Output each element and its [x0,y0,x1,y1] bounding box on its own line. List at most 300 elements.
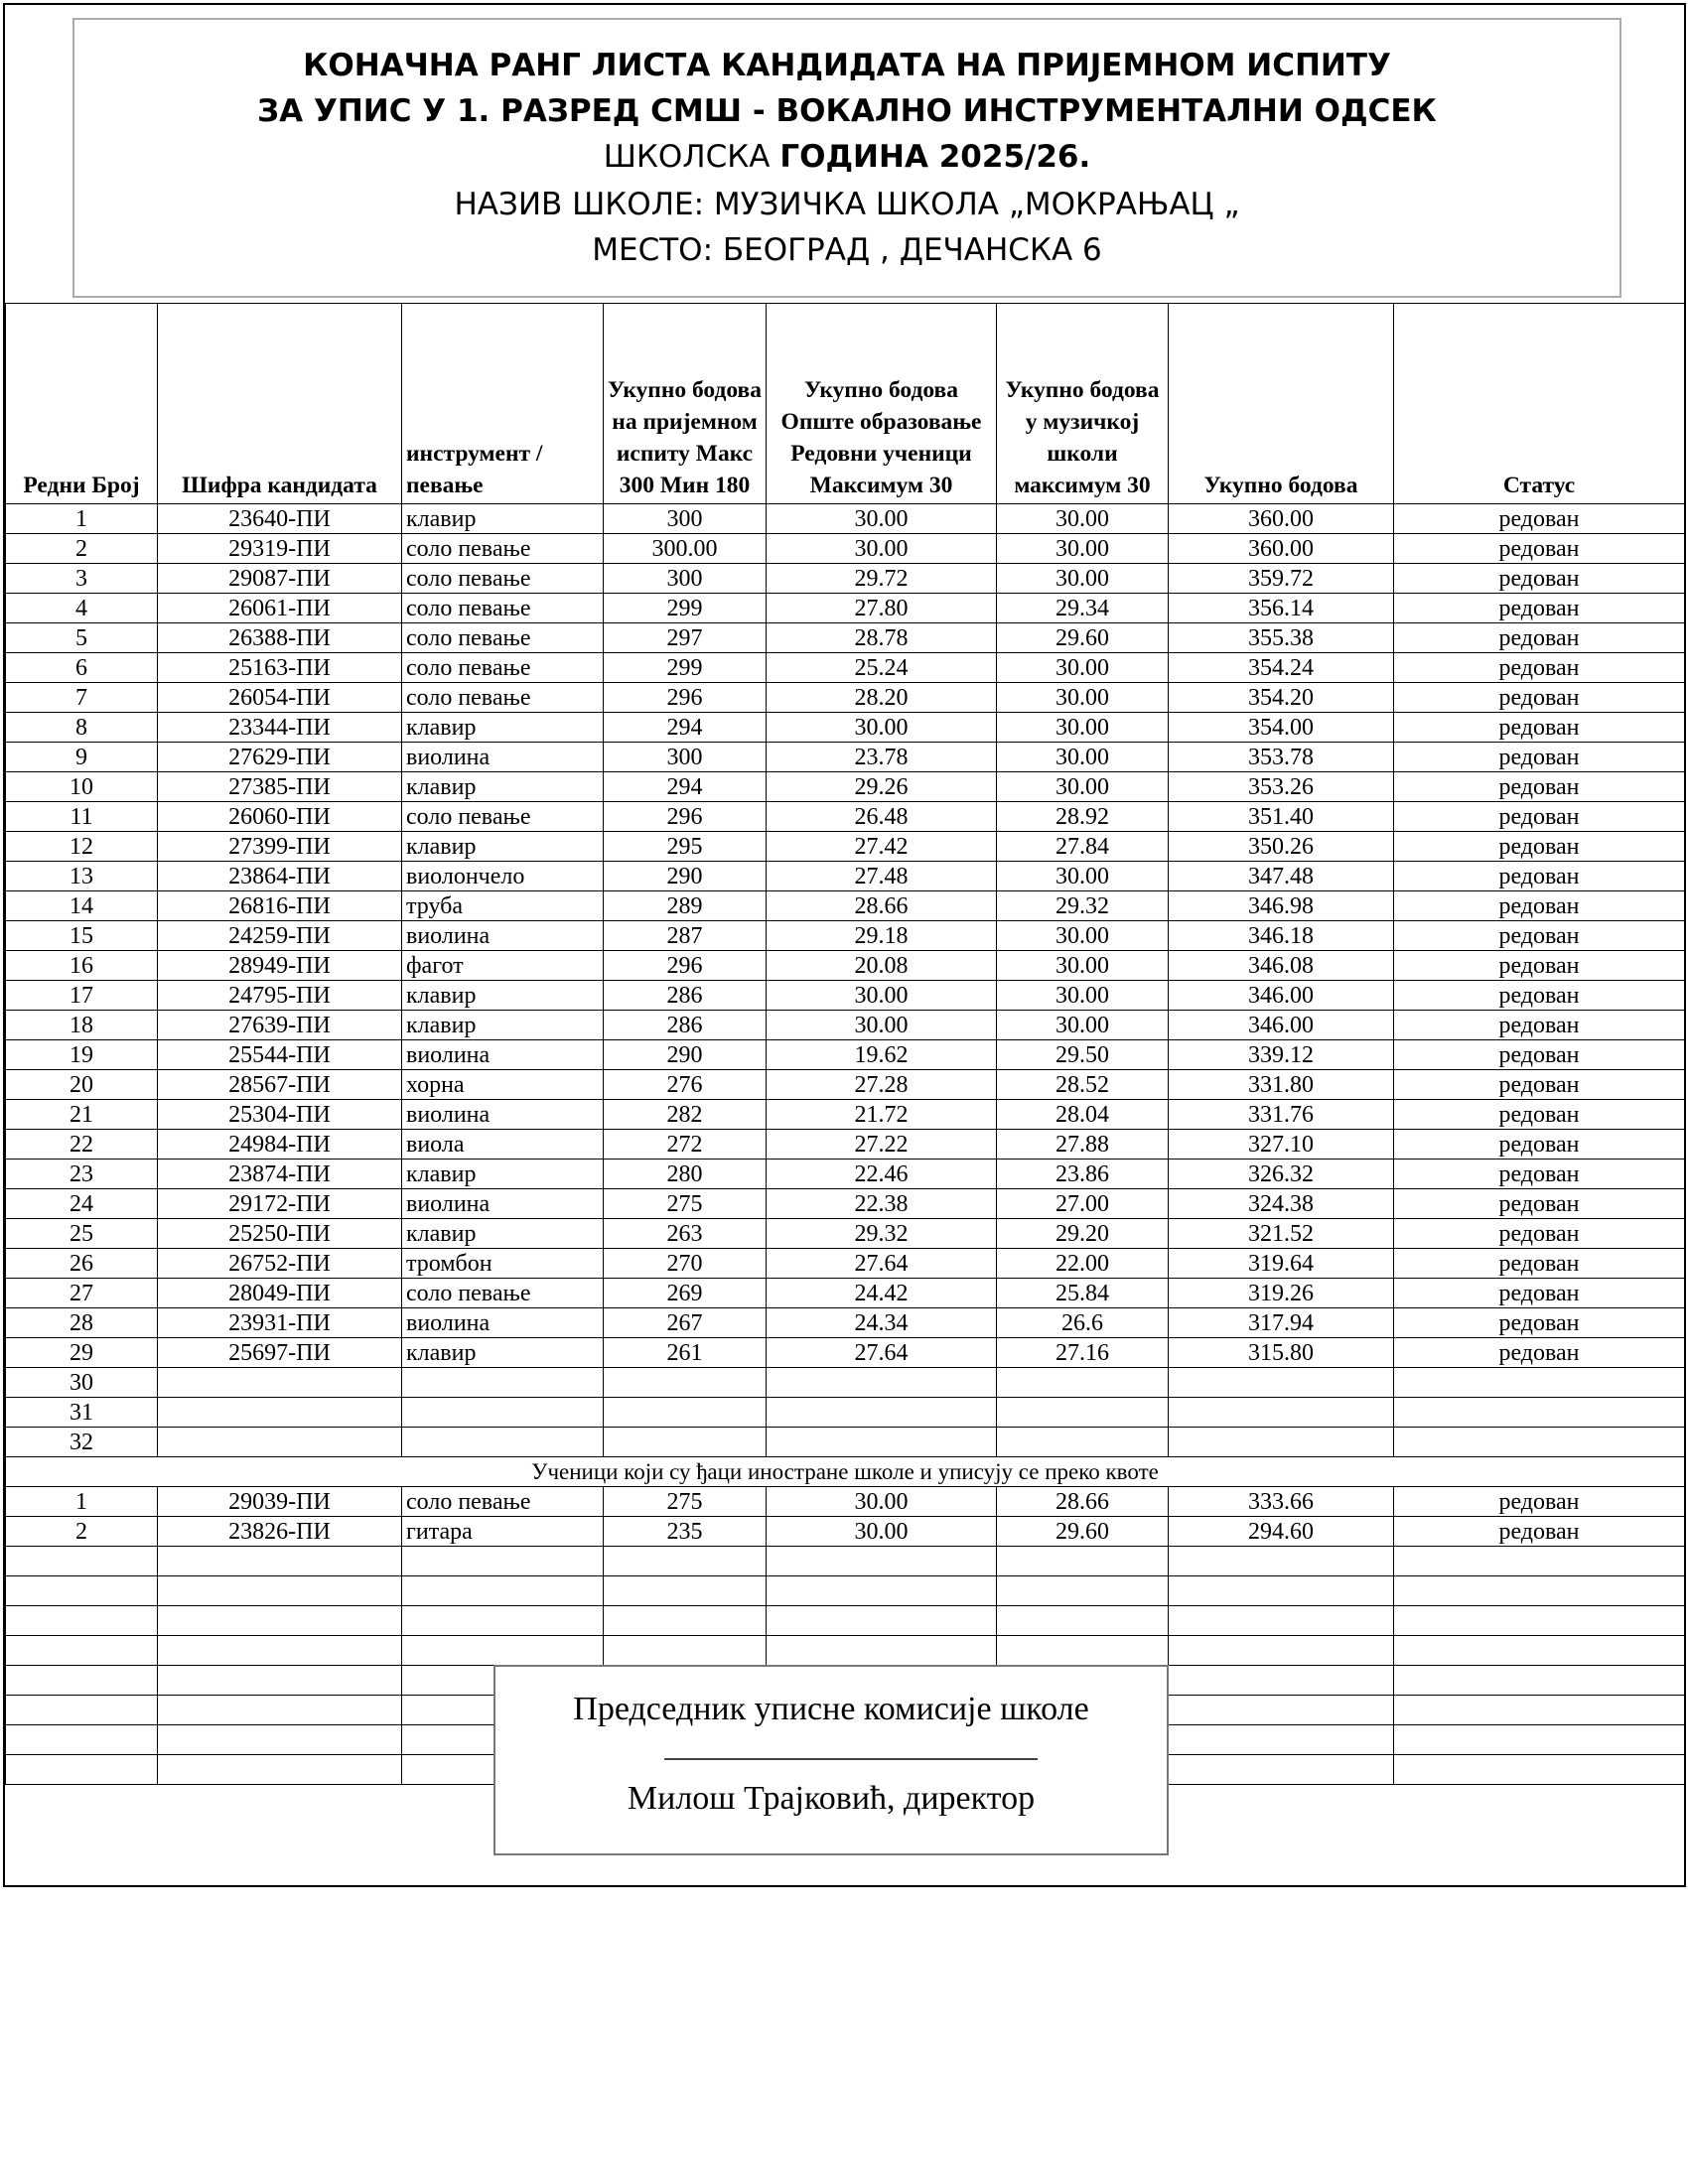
cell-exam-points: 300 [604,743,767,772]
cell-code: 23344-ПИ [158,713,402,743]
cell-rank: 10 [6,772,158,802]
cell-rank: 13 [6,862,158,891]
cell-music-points: 30.00 [997,713,1169,743]
cell-total-points: 333.66 [1169,1487,1394,1517]
cell-general-points: 22.46 [767,1160,997,1189]
empty-cell [767,1547,997,1576]
cell-instrument: клавир [402,713,604,743]
cell-exam-points: 276 [604,1070,767,1100]
cell-code: 25697-ПИ [158,1338,402,1368]
cell-rank: 18 [6,1011,158,1040]
cell-music-points: 30.00 [997,921,1169,951]
cell-instrument: клавир [402,832,604,862]
cell-rank: 5 [6,623,158,653]
cell-status: редован [1394,743,1685,772]
empty-cell [158,1547,402,1576]
col-header-status: Статус [1394,304,1685,504]
cell-instrument: соло певање [402,802,604,832]
table-row [6,862,1685,891]
empty-cell [767,1636,997,1666]
empty-cell [1169,1666,1394,1696]
cell-status: редован [1394,832,1685,862]
cell-total-points: 346.00 [1169,1011,1394,1040]
cell-general-points: 27.28 [767,1070,997,1100]
cell-music-points: 25.84 [997,1279,1169,1308]
cell-instrument: соло певање [402,594,604,623]
cell-code: 29087-ПИ [158,564,402,594]
cell-instrument: виолина [402,921,604,951]
quota-title-row [6,1457,1685,1487]
cell-instrument: соло певање [402,623,604,653]
cell-rank: 17 [6,981,158,1011]
cell-exam-points: 286 [604,981,767,1011]
empty-cell [6,1696,158,1725]
cell-code [158,1398,402,1428]
cell-code [158,1368,402,1398]
cell-exam-points: 235 [604,1517,767,1547]
table-row [6,1011,1685,1040]
cell-exam-points: 299 [604,594,767,623]
cell-code: 24259-ПИ [158,921,402,951]
table-row [6,1368,1685,1398]
cell-instrument: виолина [402,1040,604,1070]
cell-status: редован [1394,1070,1685,1100]
table-row [6,1130,1685,1160]
table-row [6,1398,1685,1428]
cell-rank: 32 [6,1428,158,1457]
cell-status: редован [1394,921,1685,951]
cell-rank: 24 [6,1189,158,1219]
cell-music-points: 29.60 [997,1517,1169,1547]
table-row [6,891,1685,921]
cell-general-points: 30.00 [767,981,997,1011]
cell-status: редован [1394,1249,1685,1279]
cell-instrument: соло певање [402,1487,604,1517]
empty-cell [402,1576,604,1606]
empty-cell [158,1755,402,1785]
empty-cell [6,1576,158,1606]
empty-row [6,1576,1685,1606]
cell-exam-points: 275 [604,1487,767,1517]
signature-box [493,1665,1169,1855]
cell-general-points: 27.64 [767,1249,997,1279]
empty-cell [604,1576,767,1606]
table-row [6,594,1685,623]
cell-rank: 16 [6,951,158,981]
empty-cell [1394,1755,1685,1785]
cell-code: 25304-ПИ [158,1100,402,1130]
empty-cell [1169,1576,1394,1606]
cell-total-points: 347.48 [1169,862,1394,891]
cell-rank: 25 [6,1219,158,1249]
cell-exam-points: 267 [604,1308,767,1338]
empty-cell [604,1636,767,1666]
cell-code: 23640-ПИ [158,504,402,534]
cell-status: редован [1394,1011,1685,1040]
cell-rank: 12 [6,832,158,862]
cell-music-points [997,1368,1169,1398]
empty-cell [1394,1547,1685,1576]
empty-row [6,1606,1685,1636]
header-location: МЕСТО: БЕОГРАД , ДЕЧАНСКА 6 [592,232,1102,268]
empty-row [6,1547,1685,1576]
cell-total-points: 346.00 [1169,981,1394,1011]
empty-cell [6,1755,158,1785]
cell-status: редован [1394,1130,1685,1160]
cell-status: редован [1394,1100,1685,1130]
cell-music-points: 28.52 [997,1070,1169,1100]
cell-general-points: 27.22 [767,1130,997,1160]
cell-status: редован [1394,534,1685,564]
empty-cell [158,1606,402,1636]
cell-music-points: 22.00 [997,1249,1169,1279]
cell-general-points: 30.00 [767,534,997,564]
empty-cell [158,1576,402,1606]
col-header-general-points: Укупно бодова Опште образовање Редовни ученици Максимум 30 [767,304,997,504]
cell-general-points: 29.72 [767,564,997,594]
cell-music-points: 26.6 [997,1308,1169,1338]
table-row [6,981,1685,1011]
cell-instrument: виолончело [402,862,604,891]
cell-status: редован [1394,1040,1685,1070]
cell-general-points: 21.72 [767,1100,997,1130]
cell-general-points: 20.08 [767,951,997,981]
cell-exam-points: 294 [604,772,767,802]
table-row [6,772,1685,802]
cell-code: 26061-ПИ [158,594,402,623]
cell-code: 28949-ПИ [158,951,402,981]
cell-instrument: труба [402,891,604,921]
table-row [6,743,1685,772]
cell-code: 28049-ПИ [158,1279,402,1308]
cell-exam-points: 300 [604,504,767,534]
empty-cell [1394,1725,1685,1755]
cell-exam-points: 296 [604,951,767,981]
empty-cell [158,1666,402,1696]
cell-code: 29319-ПИ [158,534,402,564]
cell-instrument: соло певање [402,564,604,594]
cell-instrument: клавир [402,1338,604,1368]
cell-code: 27385-ПИ [158,772,402,802]
cell-exam-points: 272 [604,1130,767,1160]
cell-status: редован [1394,1189,1685,1219]
cell-rank: 2 [6,1517,158,1547]
table-row [6,1189,1685,1219]
table-row [6,1100,1685,1130]
table-row [6,921,1685,951]
cell-rank: 28 [6,1308,158,1338]
cell-exam-points: 290 [604,1040,767,1070]
signature-line [664,1758,1038,1760]
cell-total-points: 353.26 [1169,772,1394,802]
cell-code: 24795-ПИ [158,981,402,1011]
cell-status: редован [1394,891,1685,921]
cell-rank: 2 [6,534,158,564]
cell-status: редован [1394,1160,1685,1189]
cell-exam-points: 286 [604,1011,767,1040]
cell-instrument: виолина [402,1100,604,1130]
cell-exam-points: 296 [604,802,767,832]
cell-code: 24984-ПИ [158,1130,402,1160]
table-row [6,951,1685,981]
empty-cell [6,1547,158,1576]
cell-total-points: 319.26 [1169,1279,1394,1308]
cell-instrument: клавир [402,1219,604,1249]
cell-code: 23826-ПИ [158,1517,402,1547]
empty-cell [1169,1725,1394,1755]
cell-exam-points [604,1398,767,1428]
table-row [6,1040,1685,1070]
table-row [6,1279,1685,1308]
cell-status: редован [1394,1338,1685,1368]
cell-music-points: 30.00 [997,862,1169,891]
cell-total-points: 326.32 [1169,1160,1394,1189]
cell-instrument: виолина [402,1189,604,1219]
cell-instrument: фагот [402,951,604,981]
empty-cell [158,1696,402,1725]
empty-cell [1169,1606,1394,1636]
cell-rank: 26 [6,1249,158,1279]
signature-name: Милош Трајковић, директор [627,1780,1036,1817]
empty-cell [997,1547,1169,1576]
cell-total-points: 327.10 [1169,1130,1394,1160]
cell-code: 25544-ПИ [158,1040,402,1070]
cell-general-points: 25.24 [767,653,997,683]
cell-instrument: соло певање [402,683,604,713]
table-row [6,504,1685,534]
cell-total-points: 294.60 [1169,1517,1394,1547]
header-school-year [74,137,1619,177]
cell-rank: 31 [6,1398,158,1428]
cell-general-points: 30.00 [767,504,997,534]
cell-rank: 4 [6,594,158,623]
cell-code: 27629-ПИ [158,743,402,772]
cell-total-points: 315.80 [1169,1338,1394,1368]
cell-music-points: 28.66 [997,1487,1169,1517]
col-header-code: Шифра кандидата [158,304,402,504]
cell-total-points: 359.72 [1169,564,1394,594]
cell-rank: 1 [6,1487,158,1517]
quota-section [6,1457,1685,1487]
table-row [6,1487,1685,1517]
cell-exam-points: 294 [604,713,767,743]
empty-cell [604,1606,767,1636]
table-row [6,653,1685,683]
cell-rank: 22 [6,1130,158,1160]
cell-rank: 21 [6,1100,158,1130]
cell-status: редован [1394,1517,1685,1547]
cell-code: 26388-ПИ [158,623,402,653]
cell-rank: 20 [6,1070,158,1100]
cell-music-points: 23.86 [997,1160,1169,1189]
empty-cell [402,1547,604,1576]
cell-exam-points: 261 [604,1338,767,1368]
cell-music-points: 30.00 [997,564,1169,594]
cell-status [1394,1368,1685,1398]
cell-music-points: 29.20 [997,1219,1169,1249]
cell-total-points [1169,1368,1394,1398]
cell-rank: 3 [6,564,158,594]
col-header-rank: Редни Број [6,304,158,504]
cell-instrument [402,1368,604,1398]
empty-cell [1169,1636,1394,1666]
cell-exam-points: 295 [604,832,767,862]
cell-total-points [1169,1428,1394,1457]
cell-status: редован [1394,1219,1685,1249]
cell-code: 25163-ПИ [158,653,402,683]
table-row [6,623,1685,653]
cell-music-points: 30.00 [997,683,1169,713]
cell-total-points: 360.00 [1169,534,1394,564]
cell-music-points: 27.88 [997,1130,1169,1160]
cell-total-points: 324.38 [1169,1189,1394,1219]
cell-general-points [767,1398,997,1428]
cell-general-points: 19.62 [767,1040,997,1070]
cell-status: редован [1394,564,1685,594]
cell-general-points: 29.18 [767,921,997,951]
quota-title: Ученици који су ђаци иностране школе и уписују се преко квоте [6,1457,1685,1487]
cell-status: редован [1394,802,1685,832]
cell-total-points: 319.64 [1169,1249,1394,1279]
cell-exam-points: 290 [604,862,767,891]
cell-general-points: 29.26 [767,772,997,802]
cell-total-points: 321.52 [1169,1219,1394,1249]
empty-cell [997,1606,1169,1636]
cell-rank: 1 [6,504,158,534]
cell-exam-points: 299 [604,653,767,683]
col-header-music-school-points: Укупно бодова у музичкој школи максимум 30 [997,304,1169,504]
cell-music-points: 27.00 [997,1189,1169,1219]
cell-exam-points: 296 [604,683,767,713]
cell-exam-points: 280 [604,1160,767,1189]
cell-music-points: 27.84 [997,832,1169,862]
cell-rank: 8 [6,713,158,743]
cell-general-points: 27.80 [767,594,997,623]
empty-cell [997,1636,1169,1666]
cell-general-points: 26.48 [767,802,997,832]
empty-cell [997,1576,1169,1606]
cell-status: редован [1394,653,1685,683]
cell-total-points: 346.18 [1169,921,1394,951]
empty-cell [604,1547,767,1576]
empty-cell [1394,1696,1685,1725]
cell-music-points: 30.00 [997,653,1169,683]
cell-instrument [402,1398,604,1428]
cell-status: редован [1394,981,1685,1011]
cell-rank: 23 [6,1160,158,1189]
empty-cell [767,1606,997,1636]
cell-general-points: 27.64 [767,1338,997,1368]
cell-music-points: 30.00 [997,1011,1169,1040]
col-header-exam-points: Укупно бодова на пријемном испиту Макс 300 Мин 180 [604,304,767,504]
cell-status: редован [1394,862,1685,891]
table-row [6,683,1685,713]
cell-music-points: 28.04 [997,1100,1169,1130]
cell-total-points: 356.14 [1169,594,1394,623]
cell-total-points: 350.26 [1169,832,1394,862]
cell-code: 28567-ПИ [158,1070,402,1100]
cell-code: 23931-ПИ [158,1308,402,1338]
cell-exam-points: 275 [604,1189,767,1219]
cell-status: редован [1394,683,1685,713]
cell-general-points: 27.48 [767,862,997,891]
cell-general-points: 30.00 [767,1517,997,1547]
cell-music-points: 30.00 [997,534,1169,564]
cell-music-points: 29.50 [997,1040,1169,1070]
signature-title: Председник уписне комисије школе [573,1691,1089,1727]
cell-exam-points: 269 [604,1279,767,1308]
empty-cell [1394,1606,1685,1636]
cell-status: редован [1394,951,1685,981]
cell-rank: 9 [6,743,158,772]
empty-cell [158,1636,402,1666]
cell-exam-points: 297 [604,623,767,653]
cell-code [158,1428,402,1457]
cell-instrument: клавир [402,1160,604,1189]
cell-general-points: 30.00 [767,713,997,743]
cell-exam-points: 263 [604,1219,767,1249]
cell-total-points: 351.40 [1169,802,1394,832]
cell-general-points: 27.42 [767,832,997,862]
cell-total-points [1169,1398,1394,1428]
cell-music-points [997,1428,1169,1457]
cell-instrument: клавир [402,981,604,1011]
empty-cell [6,1606,158,1636]
cell-code: 26054-ПИ [158,683,402,713]
cell-total-points: 331.80 [1169,1070,1394,1100]
cell-music-points: 30.00 [997,772,1169,802]
cell-general-points: 29.32 [767,1219,997,1249]
table-row [6,1070,1685,1100]
cell-total-points: 346.98 [1169,891,1394,921]
cell-total-points: 353.78 [1169,743,1394,772]
col-header-instrument: инструмент /певање [402,304,604,504]
school-year-value: ГОДИНА 2025/26. [779,139,1091,175]
document-sheet [3,3,1686,1887]
cell-status [1394,1428,1685,1457]
empty-cell [402,1636,604,1666]
cell-exam-points: 300 [604,564,767,594]
cell-instrument [402,1428,604,1457]
cell-rank: 6 [6,653,158,683]
cell-status: редован [1394,1487,1685,1517]
cell-status: редован [1394,594,1685,623]
cell-general-points: 24.42 [767,1279,997,1308]
cell-exam-points: 287 [604,921,767,951]
cell-exam-points [604,1428,767,1457]
cell-instrument: клавир [402,1011,604,1040]
empty-row [6,1636,1685,1666]
cell-total-points: 331.76 [1169,1100,1394,1130]
header-subtitle: ЗА УПИС У 1. РАЗРЕД СМШ - ВОКАЛНО ИНСТРУМЕНТАЛНИ ОДСЕК [257,93,1437,129]
col-header-total-points: Укупно бодова [1169,304,1394,504]
cell-code: 23874-ПИ [158,1160,402,1189]
cell-exam-points [604,1368,767,1398]
cell-total-points: 354.00 [1169,713,1394,743]
cell-music-points: 30.00 [997,951,1169,981]
header-title: КОНАЧНА РАНГ ЛИСТА КАНДИДАТА НА ПРИЈЕМНОМ ИСПИТУ [303,48,1391,83]
cell-exam-points: 270 [604,1249,767,1279]
cell-total-points: 317.94 [1169,1308,1394,1338]
cell-total-points: 354.24 [1169,653,1394,683]
cell-music-points: 30.00 [997,981,1169,1011]
cell-music-points: 28.92 [997,802,1169,832]
cell-status: редован [1394,1279,1685,1308]
cell-code: 29172-ПИ [158,1189,402,1219]
cell-exam-points: 282 [604,1100,767,1130]
cell-code: 25250-ПИ [158,1219,402,1249]
cell-music-points: 29.32 [997,891,1169,921]
